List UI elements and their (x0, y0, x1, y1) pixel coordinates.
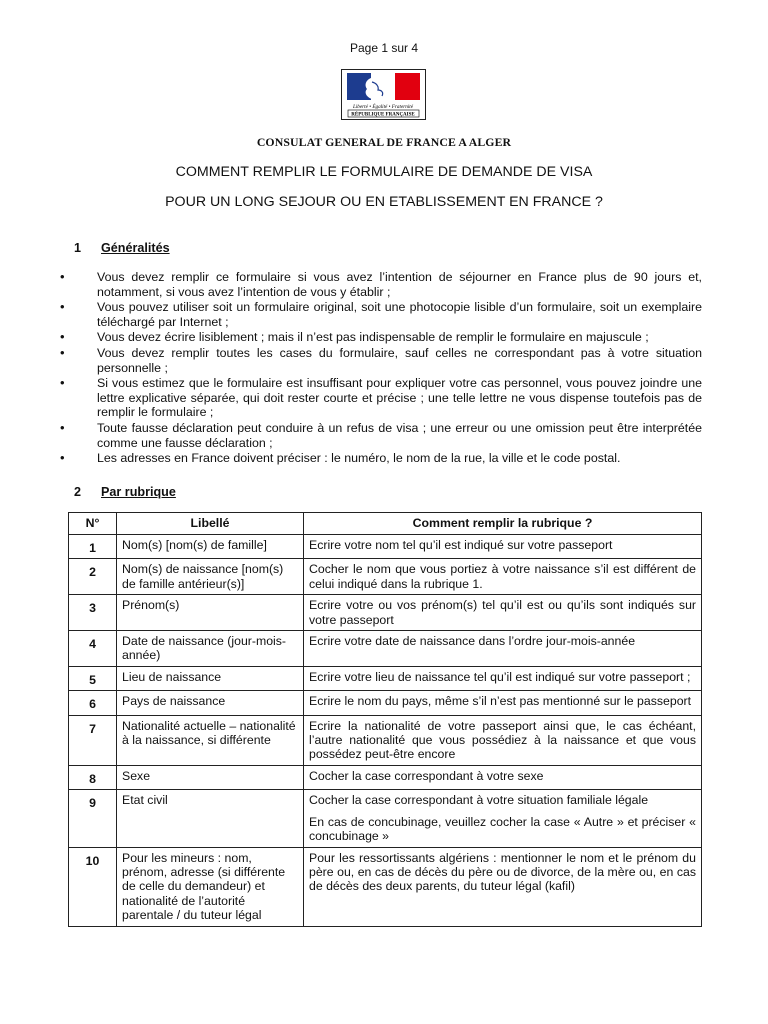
table-row (69, 631, 702, 667)
row-description: Ecrire le nom du pays, même s’il n’est pas mentionné sur le passeport (304, 691, 702, 715)
row-number: 7 (69, 715, 117, 765)
table-row (69, 765, 702, 789)
section-2-title: Par rubrique (101, 485, 176, 499)
row-label: Nom(s) [nom(s) de famille] (117, 535, 304, 559)
row-number: 1 (69, 535, 117, 559)
row-description-line-1: Cocher la case correspondant à votre situation familiale légale (309, 793, 649, 808)
table-row (69, 666, 702, 690)
row-label: Nationalité actuelle – nationalité à la naissance, si différente (117, 715, 304, 765)
list-item: • Toute fausse déclaration peut conduire à un refus de visa ; une erreur ou une omission peut être interprétée comme une fausse déclaration ; (60, 421, 702, 450)
section-1-number: 1 (74, 241, 82, 255)
row-number: 8 (69, 765, 117, 789)
row-label: Nom(s) de naissance [nom(s) de famille antérieur(s)] (117, 559, 304, 595)
row-description: Cocher le nom que vous portiez à votre naissance s’il est différent de celui indiqué dans la rubrique 1. (304, 559, 702, 595)
generalites-list (60, 270, 702, 466)
header-num: N° (69, 513, 117, 535)
row-number: 6 (69, 691, 117, 715)
row-label: Pays de naissance (117, 691, 304, 715)
list-item: • Si vous estimez que le formulaire est insuffisant pour expliquer votre cas personnel, vous pouvez joindre une lettre explicative séparée, qui doit rester courte et précise ; une telle lettre ne vous dispense toutefois pas de remplir le formulaire ; (60, 376, 702, 420)
row-label: Etat civil (117, 790, 304, 847)
row-number: 10 (69, 847, 117, 926)
row-number: 9 (69, 790, 117, 847)
header-comment: Comment remplir la rubrique ? (304, 513, 702, 535)
header-libelle: Libellé (117, 513, 304, 535)
table-row (69, 535, 702, 559)
table-row (69, 847, 702, 926)
row-description-line-2: En cas de concubinage, veuillez cocher la case « Autre » et préciser « concubinage » (309, 814, 696, 844)
row-description: Cocher la case correspondant à votre sexe (304, 765, 702, 789)
row-number: 2 (69, 559, 117, 595)
rubriques-table (68, 512, 702, 927)
table-row (69, 715, 702, 765)
list-item: • Les adresses en France doivent préciser : le numéro, le nom de la rue, la ville et le code postal. (60, 451, 702, 466)
republique-francaise-logo (341, 69, 426, 120)
section-1-title: Généralités (101, 241, 170, 255)
list-item: • Vous devez écrire lisiblement ; mais il n’est pas indispensable de remplir le formulaire en majuscule ; (60, 330, 702, 345)
list-item: • Vous pouvez utiliser soit un formulaire original, soit une photocopie lisible d’un formulaire, soit un exemplaire téléchargé par Internet ; (60, 300, 702, 329)
table-row (69, 595, 702, 631)
section-2-number: 2 (74, 485, 82, 499)
row-number: 5 (69, 666, 117, 690)
table-row (69, 790, 702, 847)
row-description (304, 790, 702, 847)
logo-motto: Liberté • Égalité • Fraternité (352, 104, 414, 110)
row-label: Prénom(s) (117, 595, 304, 631)
consulat-heading: CONSULAT GENERAL DE FRANCE A ALGER (256, 135, 512, 149)
row-number: 4 (69, 631, 117, 667)
document-title-line-2: POUR UN LONG SEJOUR OU EN ETABLISSEMENT EN FRANCE ? (165, 194, 603, 210)
row-label: Date de naissance (jour-mois-année) (117, 631, 304, 667)
row-label: Pour les mineurs : nom, prénom, adresse (si différente de celle du demandeur) et nationalité de l’autorité parentale / du tuteur légal (117, 847, 304, 926)
table-row (69, 559, 702, 595)
row-description: Ecrire la nationalité de votre passeport ainsi que, le cas échéant, l’autre nationalité que vous possédiez à la naissance et que vous possédez peut-être encore (304, 715, 702, 765)
row-description: Ecrire votre ou vos prénom(s) tel qu’il est ou qu’ils sont indiqués sur votre passeport (304, 595, 702, 631)
table-header-row (69, 513, 702, 535)
logo-country: RÉPUBLIQUE FRANÇAISE (351, 112, 415, 118)
row-description: Pour les ressortissants algériens : mentionner le nom et le prénom du père ou, en cas de décès du père ou de divorce, de la mère ou, en cas de décès des deux parents, du tuteur légal (kafil) (304, 847, 702, 926)
row-label: Sexe (117, 765, 304, 789)
row-description: Ecrire votre date de naissance dans l’ordre jour-mois-année (304, 631, 702, 667)
page-number: Page 1 sur 4 (349, 41, 419, 55)
list-item: • Vous devez remplir toutes les cases du formulaire, sauf celles ne correspondant pas à votre situation personnelle ; (60, 346, 702, 375)
row-number: 3 (69, 595, 117, 631)
row-description: Ecrire votre nom tel qu’il est indiqué sur votre passeport (304, 535, 702, 559)
list-item: • Vous devez remplir ce formulaire si vous avez l’intention de séjourner en France plus de 90 jours et, notamment, si vous avez l’intention de vous y établir ; (60, 270, 702, 299)
row-description: Ecrire votre lieu de naissance tel qu’il est indiqué sur votre passeport ; (304, 666, 702, 690)
table-row (69, 691, 702, 715)
document-title-line-1: COMMENT REMPLIR LE FORMULAIRE DE DEMANDE DE VISA (175, 164, 593, 180)
marianne-flag-icon (342, 70, 425, 119)
row-label: Lieu de naissance (117, 666, 304, 690)
